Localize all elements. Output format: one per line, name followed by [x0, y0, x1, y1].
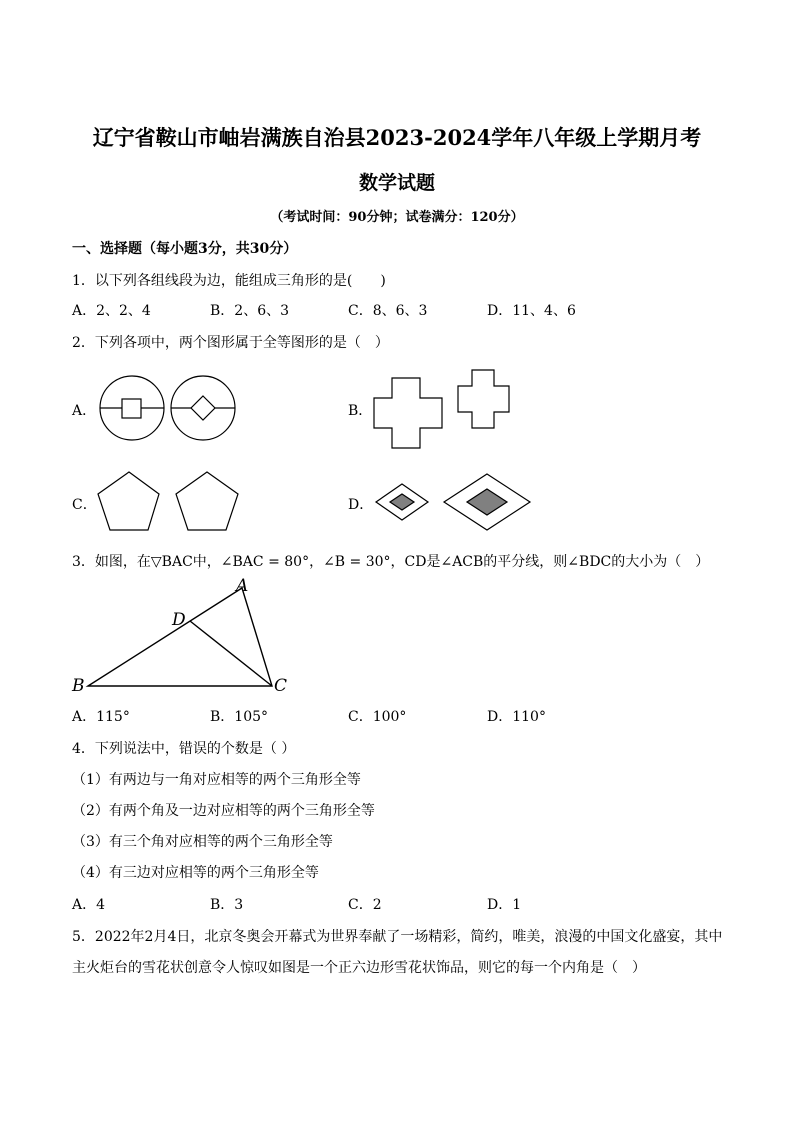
- q2-option-a-label: A．: [72, 403, 97, 419]
- q4-statement-4: （4）有三边对应相等的两个三角形全等: [72, 865, 319, 881]
- vertex-label-c: C: [274, 676, 288, 696]
- q4-option-c: C．2: [348, 897, 382, 913]
- q4-statement-3: （3）有三个角对应相等的两个三角形全等: [72, 834, 333, 850]
- bisector-cd: [190, 621, 272, 686]
- question-4-stem: 4．下列说法中，错误的个数是（ ）: [72, 741, 296, 757]
- vertex-label-d: D: [172, 610, 186, 630]
- coin-diamond-figure: [171, 376, 235, 440]
- question-5-stem-line1: 5．2022年2月4日，北京冬奥会开幕式为世界奉献了一场精彩，简约，唯美，浪漫的中国文化盛宴，其中: [72, 929, 723, 945]
- q4-option-d: D．1: [487, 897, 522, 913]
- q2-figure-d: [374, 472, 534, 528]
- small-cross-shape: [458, 370, 509, 428]
- q3-triangle-figure: [60, 576, 300, 696]
- section-heading: 一、选择题（每小题3分，共30分）: [72, 241, 298, 257]
- q2-figure-c: [96, 470, 246, 534]
- vertex-label-b: B: [72, 676, 85, 696]
- q2-figure-a: [98, 372, 248, 444]
- q4-option-a: A．4: [72, 897, 106, 913]
- large-cross-shape: [374, 378, 442, 448]
- pentagon-left: [98, 472, 159, 530]
- q1-option-b: B．2、6、3: [210, 303, 290, 319]
- q2-figure-b: [372, 368, 532, 450]
- coin-square-figure: [100, 376, 164, 440]
- pentagon-right: [176, 472, 238, 530]
- q2-option-c-label: C．: [72, 497, 97, 513]
- q3-option-b: B．105°: [210, 709, 269, 725]
- large-rhombus-figure: [444, 474, 530, 530]
- q4-statement-2: （2）有两个角及一边对应相等的两个三角形全等: [72, 803, 375, 819]
- q4-option-b: B．3: [210, 897, 244, 913]
- question-1-stem: 1．以下列各组线段为边，能组成三角形的是( ): [72, 273, 386, 289]
- exam-info: （考试时间：90分钟；试卷满分：120分）: [270, 210, 524, 225]
- document-title: 辽宁省鞍山市岫岩满族自治县2023-2024学年八年级上学期月考: [92, 125, 702, 150]
- q1-option-d: D．11、4、6: [487, 303, 576, 319]
- q1-option-c: C．8、6、3: [348, 303, 428, 319]
- q3-option-a: A．115°: [72, 709, 130, 725]
- question-3-stem: 3．如图，在▽BAC中，∠BAC = 80°，∠B = 30°，CD是∠ACB的平分线，则∠BDC的大小为（ ）: [72, 554, 710, 570]
- q2-option-d-label: D．: [348, 497, 374, 513]
- q2-option-b-label: B．: [348, 403, 373, 419]
- question-2-stem: 2．下列各项中，两个图形属于全等图形的是（ ）: [72, 335, 389, 351]
- document-subtitle: 数学试题: [358, 172, 435, 194]
- vertex-label-a: A: [236, 576, 249, 596]
- q1-option-a: A．2、2、4: [72, 303, 151, 319]
- small-rhombus-figure: [376, 484, 428, 520]
- q3-option-d: D．110°: [487, 709, 546, 725]
- q4-statement-1: （1）有两边与一角对应相等的两个三角形全等: [72, 772, 361, 788]
- triangle-bac: [88, 588, 272, 686]
- q3-option-c: C．100°: [348, 709, 407, 725]
- question-5-stem-line2: 主火炬台的雪花状创意令人惊叹如图是一个正六边形雪花状饰品，则它的每一个内角是（ ）: [72, 960, 646, 976]
